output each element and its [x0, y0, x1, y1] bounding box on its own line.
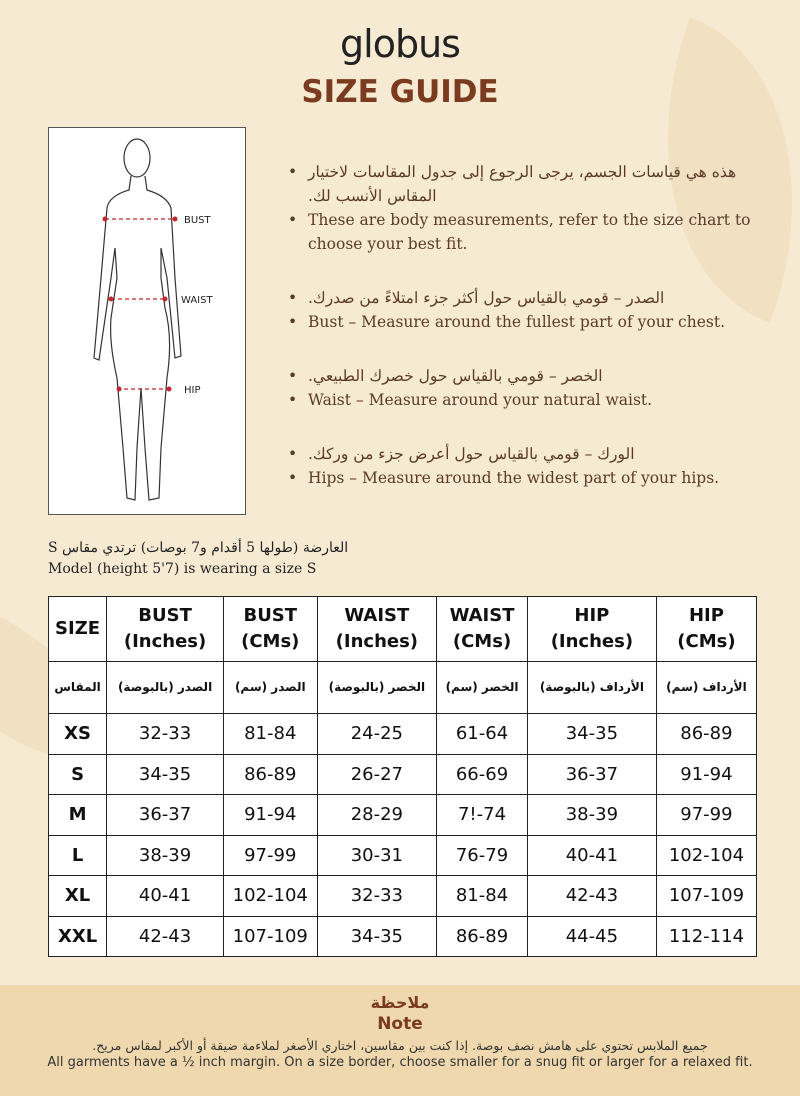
column-header — [437, 597, 528, 662]
table-cell: 102-104 — [224, 876, 318, 917]
table-cell: 102-104 — [656, 835, 756, 876]
column-header-ar: الخصر (سم) — [437, 662, 528, 714]
header-text: (CMs) — [677, 631, 736, 652]
bullet-ar: • الصدر – قومي بالقياس حول أكثر جزء امتلاءً من صدرك. — [288, 286, 758, 310]
bullet-ar: • هذه هي قياسات الجسم، يرجى الرجوع إلى جدول المقاسات لاختيار المقاس الأنسب لك. — [288, 160, 758, 208]
table-cell: 42-43 — [107, 916, 224, 957]
table-row — [49, 876, 757, 917]
table-cell: 40-41 — [107, 876, 224, 917]
size-cell: L — [49, 835, 107, 876]
instruction-group — [288, 160, 758, 256]
table-cell: 66-69 — [437, 754, 528, 795]
note-title-ar: ملاحظة — [370, 993, 430, 1012]
table-cell: 81-84 — [224, 714, 318, 755]
table-cell: 86-89 — [656, 714, 756, 755]
header-text: (CMs) — [241, 631, 300, 652]
model-info — [48, 538, 348, 580]
header-text: (Inches) — [123, 631, 207, 652]
table-cell: 86-89 — [224, 754, 318, 795]
table-cell: 30-31 — [317, 835, 437, 876]
instruction-group — [288, 364, 758, 412]
instruction-group — [288, 286, 758, 334]
table-cell: 38-39 — [107, 835, 224, 876]
table-cell: 91-94 — [224, 795, 318, 836]
table-cell: 32-33 — [317, 876, 437, 917]
header-text: SIZE — [55, 618, 101, 639]
header-text: BUST — [243, 605, 298, 626]
header-text: (Inches) — [550, 631, 634, 652]
table-cell: 107-109 — [224, 916, 318, 957]
header-text: (CMs) — [452, 631, 512, 652]
size-cell: M — [49, 795, 107, 836]
note-text: All garments have a ½ inch margin. On a size border, choose smaller for a snug fit or larger for a relaxed fit. — [47, 1055, 753, 1070]
table-cell: 32-33 — [107, 714, 224, 755]
bullet-en: • Hips – Measure around the widest part of your hips. — [288, 466, 758, 490]
column-header — [527, 597, 656, 662]
size-chart-table — [48, 596, 757, 957]
column-header-ar: الأرداف (سم) — [656, 662, 756, 714]
bullet-en: • Bust – Measure around the fullest part of your chest. — [288, 310, 758, 334]
table-cell: 24-25 — [317, 714, 437, 755]
table-row — [49, 714, 757, 755]
column-header — [317, 597, 437, 662]
bullet-en: • These are body measurements, refer to the size chart to choose your best fit. — [288, 208, 758, 256]
table-row — [49, 754, 757, 795]
table-cell: 36-37 — [527, 754, 656, 795]
column-header — [107, 597, 224, 662]
brand-logo: globus — [340, 22, 460, 66]
column-header-ar: الخصر (بالبوصة) — [317, 662, 437, 714]
page-title: SIZE GUIDE — [301, 74, 499, 110]
table-cell: 38-39 — [527, 795, 656, 836]
column-header — [49, 597, 107, 662]
size-cell: S — [49, 754, 107, 795]
column-header — [656, 597, 756, 662]
instruction-group — [288, 442, 758, 490]
size-cell: XS — [49, 714, 107, 755]
column-header-ar: الصدر (سم) — [224, 662, 318, 714]
model-info-en: Model (height 5'7) is wearing a size S — [48, 561, 317, 577]
header-row — [49, 597, 757, 662]
header-text: WAIST — [449, 605, 515, 626]
header-text: (Inches) — [335, 631, 419, 652]
header-text: HIP — [688, 605, 724, 626]
table-cell: 28-29 — [317, 795, 437, 836]
column-header — [224, 597, 318, 662]
table-cell: 7!-74 — [437, 795, 528, 836]
table-cell: 107-109 — [656, 876, 756, 917]
table-cell: 61-64 — [437, 714, 528, 755]
header-text: WAIST — [344, 605, 410, 626]
bust-label: BUST — [184, 215, 211, 226]
header-text: BUST — [138, 605, 192, 626]
column-header-ar: الأرداف (بالبوصة) — [527, 662, 656, 714]
table-cell: 86-89 — [437, 916, 528, 957]
table-cell: 44-45 — [527, 916, 656, 957]
table-row — [49, 795, 757, 836]
table-cell: 97-99 — [656, 795, 756, 836]
bullet-ar: • الورك – قومي بالقياس حول أعرض جزء من وركك. — [288, 442, 758, 466]
bullet-ar: • الخصر – قومي بالقياس حول خصرك الطبيعي. — [288, 364, 758, 388]
hip-label: HIP — [184, 385, 201, 396]
size-cell: XL — [49, 876, 107, 917]
waist-label: WAIST — [181, 295, 213, 306]
size-cell: XXL — [49, 916, 107, 957]
note-section — [0, 985, 800, 1096]
header-text: HIP — [574, 605, 610, 626]
note-title: Note — [377, 1014, 423, 1034]
column-header-ar: الصدر (بالبوصة) — [107, 662, 224, 714]
column-header-ar: المقاس — [49, 662, 107, 714]
table-cell: 97-99 — [224, 835, 318, 876]
table-cell: 76-79 — [437, 835, 528, 876]
table-cell: 91-94 — [656, 754, 756, 795]
table-cell: 34-35 — [317, 916, 437, 957]
table-cell: 34-35 — [107, 754, 224, 795]
body-outline-illustration — [49, 128, 247, 516]
note-text-ar: جميع الملابس تحتوي على هامش نصف بوصة. إذا كنت بين مقاسين، اختاري الأصغر لملاءمة ضيقة أو الأكبر لمقاس مريح. — [92, 1038, 708, 1053]
table-cell: 81-84 — [437, 876, 528, 917]
table-cell: 34-35 — [527, 714, 656, 755]
header-row-ar — [49, 662, 757, 714]
model-info-ar: العارضة (طولها 5 أقدام و7 بوصات) ترتدي مقاس S — [48, 540, 349, 556]
measurement-instructions — [288, 160, 758, 520]
table-row — [49, 916, 757, 957]
table-row — [49, 835, 757, 876]
bullet-en: • Waist – Measure around your natural waist. — [288, 388, 758, 412]
table-cell: 42-43 — [527, 876, 656, 917]
table-cell: 36-37 — [107, 795, 224, 836]
table-cell: 26-27 — [317, 754, 437, 795]
table-cell: 112-114 — [656, 916, 756, 957]
table-cell: 40-41 — [527, 835, 656, 876]
body-measurement-figure — [48, 127, 246, 515]
